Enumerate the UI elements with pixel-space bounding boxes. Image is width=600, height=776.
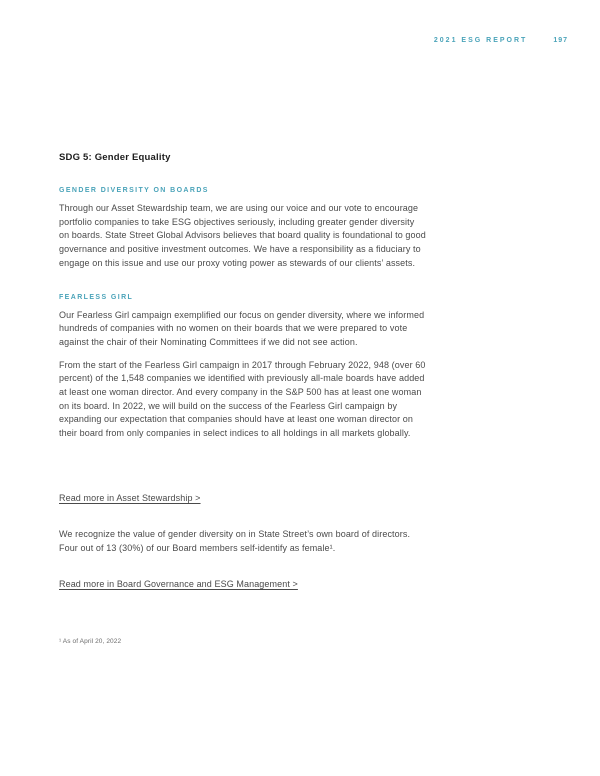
paragraph-fearless-girl-campaign: Our Fearless Girl campaign exemplified our focus on gender diversity, where we informed hundreds of companies with no women on their boards that we were prepared to vote against the chair of their Nominating Committees if we did not see action. (59, 309, 425, 347)
footnote: ¹ As of April 20, 2022 (59, 638, 122, 646)
asset-stewardship-link[interactable]: Read more in Asset Stewardship > (59, 492, 201, 503)
page-number: 197 (553, 37, 568, 44)
page-content (59, 152, 427, 645)
section-heading-gender-diversity: GENDER DIVERSITY ON BOARDS (59, 187, 209, 194)
paragraph-fearless-girl-results: From the start of the Fearless Girl campaign in 2017 through February 2022, 948 (over 60 percent) of the 1,548 companies we identified with previously all-male boards have added at least one woman director. And every company in the S&P 500 has at least one woman on its board. In 2022, we will build on the success of the Fearless Girl campaign by expanding our expectation that companies should have at least one woman director on their board from only companies in select indices to all holdings in all markets globally. (59, 359, 426, 439)
page-header (434, 37, 568, 44)
section-fearless-girl (59, 294, 427, 441)
paragraph-board-diversity: We recognize the value of gender diversity on in State Street’s own board of directors. Four out of 13 (30%) of our Board members self-identify as female¹. (59, 528, 411, 553)
page-title: SDG 5: Gender Equality (59, 152, 171, 163)
section-gender-diversity-on-boards (59, 187, 427, 271)
board-governance-esg-link[interactable]: Read more in Board Governance and ESG Management > (59, 579, 298, 590)
paragraph-asset-stewardship: Through our Asset Stewardship team, we are using our voice and our vote to encourage portfolio companies to take ESG objectives seriously, including greater gender diversity on boards. State Street Global Advisors believes that board quality is foundational to good governance and positive investment outcomes. We have a responsibility as a fiduciary to engage on this issue and use our proxy voting power as stewards of our clients’ assets. (59, 203, 426, 268)
section-heading-fearless-girl: FEARLESS GIRL (59, 293, 134, 301)
report-title: 2021 ESG REPORT (433, 37, 528, 44)
